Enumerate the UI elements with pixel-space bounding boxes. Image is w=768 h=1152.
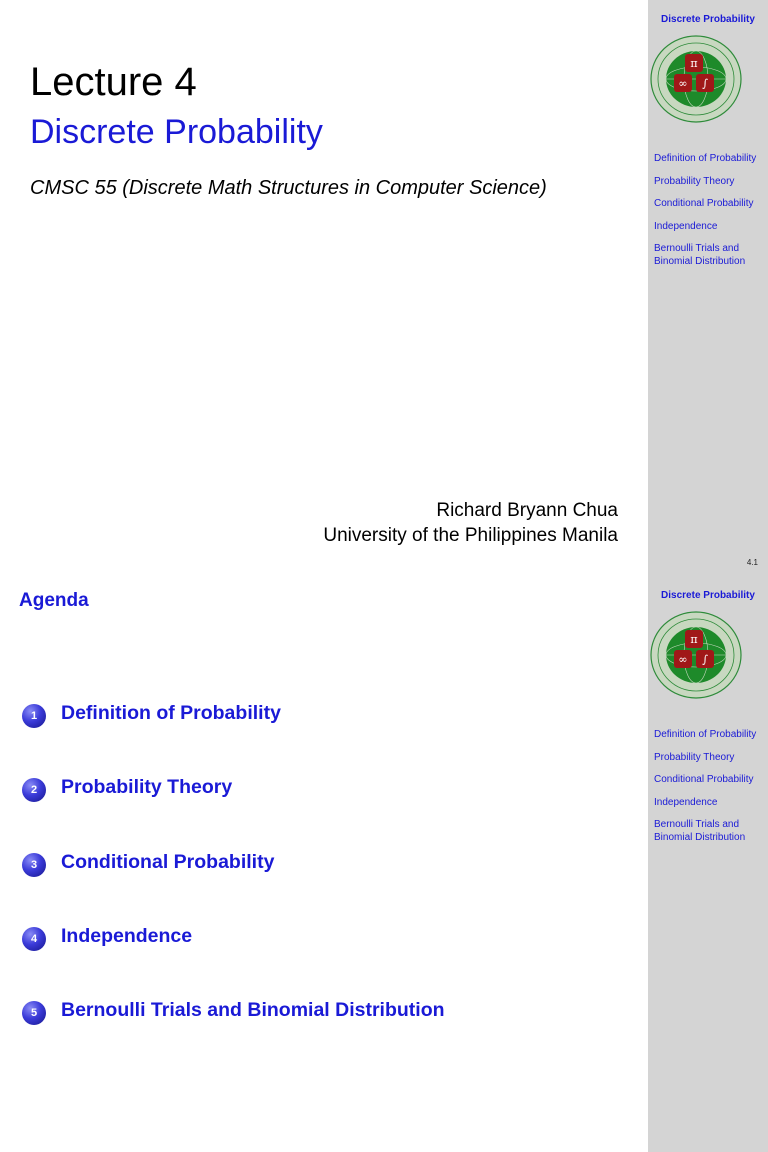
svg-text:π: π	[690, 57, 698, 70]
sidebar-item-theory[interactable]: Probability Theory	[654, 175, 735, 187]
sidebar-item-definition[interactable]: Definition of Probability	[654, 153, 757, 164]
sidebar-item-independence[interactable]: Independence	[654, 796, 718, 808]
svg-text:∫: ∫	[702, 653, 708, 666]
lecture-title: Lecture 4	[30, 60, 197, 104]
math-seal-icon	[649, 610, 743, 700]
agenda-item-label[interactable]: Probability Theory	[61, 776, 233, 799]
sidebar-item-bernoulli[interactable]: Bernoulli Trials and Binomial Distribution	[654, 243, 746, 267]
sidebar-nav	[654, 728, 768, 854]
number-ball-icon: 2	[22, 778, 46, 802]
agenda-item-label[interactable]: Conditional Probability	[61, 850, 275, 873]
agenda-title: Agenda	[19, 590, 89, 611]
sidebar-title[interactable]: Discrete Probability	[661, 14, 755, 25]
number-ball-icon: 3	[22, 853, 46, 877]
sidebar-item-theory[interactable]: Probability Theory	[654, 751, 735, 763]
sidebar-title[interactable]: Discrete Probability	[661, 590, 755, 601]
institution: University of the Philippines Manila	[323, 525, 618, 546]
author-block	[323, 498, 618, 548]
agenda-slide	[0, 576, 768, 1152]
sidebar-item-conditional[interactable]: Conditional Probability	[654, 198, 754, 209]
author-name: Richard Bryann Chua	[436, 500, 618, 521]
sidebar-item-independence[interactable]: Independence	[654, 220, 718, 232]
svg-text:π: π	[690, 633, 698, 646]
sidebar-item-bernoulli[interactable]: Bernoulli Trials and Binomial Distribution	[654, 819, 746, 843]
sidebar-item-conditional[interactable]: Conditional Probability	[654, 774, 754, 785]
number-ball-icon: 5	[22, 1001, 46, 1025]
sidebar-item-definition[interactable]: Definition of Probability	[654, 729, 757, 740]
svg-text:∞: ∞	[678, 653, 688, 666]
number-ball-icon: 1	[22, 704, 46, 728]
sidebar	[648, 576, 768, 1152]
agenda-item-label[interactable]: Bernoulli Trials and Binomial Distribution	[61, 999, 445, 1022]
math-seal-icon	[649, 34, 743, 124]
agenda-item-label[interactable]: Independence	[61, 924, 193, 947]
agenda-item-label[interactable]: Definition of Probability	[61, 702, 281, 724]
sidebar-nav	[654, 152, 768, 278]
svg-text:∫: ∫	[702, 77, 708, 90]
sidebar	[648, 0, 768, 576]
course-name: CMSC 55 (Discrete Math Structures in Computer Science)	[30, 177, 547, 199]
number-ball-icon: 4	[22, 927, 46, 951]
lecture-subtitle: Discrete Probability	[30, 113, 323, 151]
svg-text:∞: ∞	[678, 77, 688, 90]
page-number: 4.1	[746, 558, 758, 567]
